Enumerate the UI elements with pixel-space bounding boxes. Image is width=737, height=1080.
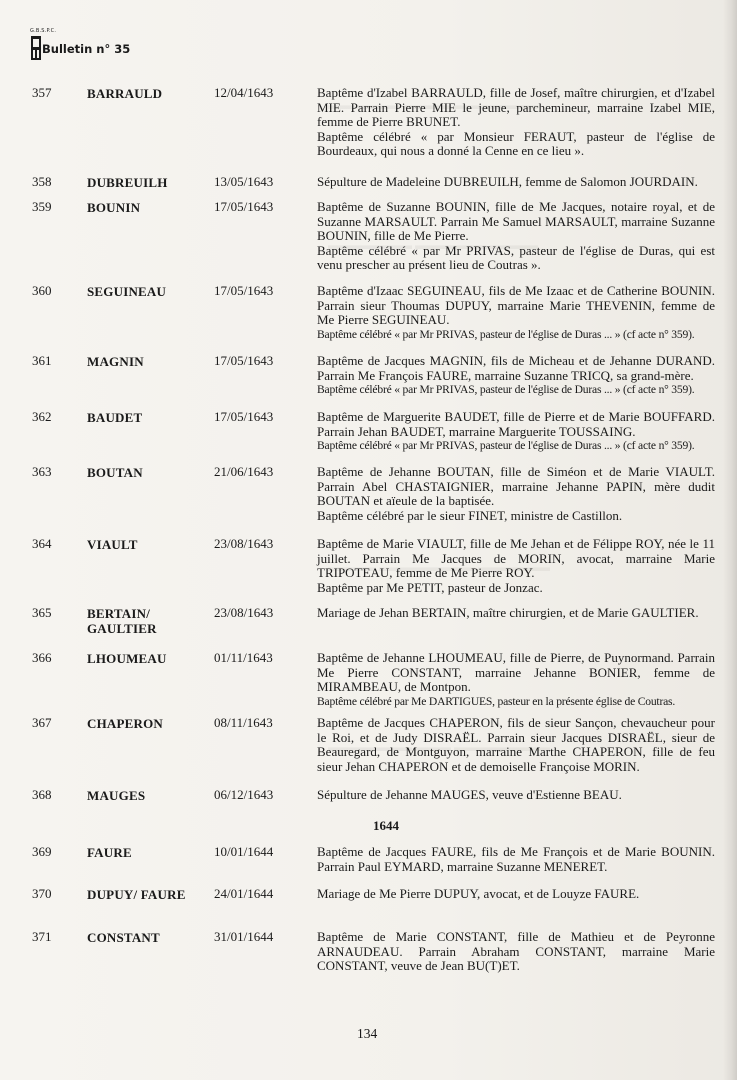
entry-paragraph: Baptême de Jacques CHAPERON, fils de sieur Sançon, chevaucheur pour le Roi, et de Judy DISRAËL. Parrain sieur Jacques DISRAËL, sieur de Beauregard, de Montguyon, marraine Marthe CHAPERON, fille de feu sieur Jehan CHAPERON et de demoiselle Françoise MORIN.	[317, 715, 715, 774]
entry-date: 24/01/1644	[214, 886, 274, 901]
entry-date: 21/06/1643	[214, 464, 274, 479]
entry-number: 364	[32, 536, 52, 551]
entry-description	[317, 788, 715, 803]
entry-paragraph: Baptême de Marie VIAULT, fille de Me Jehan et de Félippe ROY, née le 11 juillet. Parrain Me Jacques de MORIN, avocat, marraine Marie TRIPOTEAU, femme de Me Pierre ROY.	[317, 536, 715, 581]
entry-paragraph: Mariage de Me Pierre DUPUY, avocat, et de Louyze FAURE.	[317, 886, 640, 901]
entry-paragraph: Sépulture de Madeleine DUBREUILH, femme de Salomon JOURDAIN.	[317, 174, 698, 189]
entry-paragraph: Sépulture de Jehanne MAUGES, veuve d'Estienne BEAU.	[317, 787, 622, 802]
entry-description	[317, 465, 715, 523]
entry-number: 362	[32, 409, 52, 424]
bulletin-title: Bulletin n° 35	[42, 42, 131, 56]
entry-surname: SEGUINEAU	[87, 284, 167, 299]
entry-paragraph: Baptême célébré « par Mr PRIVAS, pasteur de l'église de Duras ... » (cf acte n° 359).	[317, 439, 695, 453]
entry-paragraph: Baptême célébré par Me DARTIGUES, pasteur en la présente église de Coutras.	[317, 694, 676, 708]
entry-paragraph: Baptême célébré « par Monsieur FERAUT, pasteur de l'église de Bourdeaux, qui nous a donné la Cenne en ce lieu ».	[317, 128, 715, 159]
entry-description	[317, 606, 715, 621]
entry-number: 361	[32, 353, 52, 368]
entry-date: 06/12/1643	[214, 787, 274, 802]
entry-surname: BAUDET	[87, 410, 143, 425]
entry-date: 17/05/1643	[214, 353, 274, 368]
entry-surname: LHOUMEAU	[87, 651, 167, 666]
entry-date: 23/08/1643	[214, 605, 274, 620]
entry-description	[317, 175, 715, 190]
entry-number: 365	[32, 605, 52, 620]
entry-description	[317, 284, 715, 342]
entry-number: 370	[32, 886, 52, 901]
entry-number: 367	[32, 715, 52, 730]
page-edge-shadow	[723, 0, 737, 1080]
entry-number: 369	[32, 844, 52, 859]
entry-surname: DUPUY/ FAURE	[87, 887, 186, 902]
entry-description	[317, 930, 715, 974]
entry-paragraph: Baptême de Marie CONSTANT, fille de Mathieu et de Peyronne ARNAUDEAU. Parrain Abraham CONSTANT, marraine Marie CONSTANT, veuve de Jean BU(T)ET.	[317, 929, 715, 974]
entry-description	[317, 651, 715, 709]
entry-number: 368	[32, 787, 52, 802]
entry-paragraph: Baptême de Jehanne LHOUMEAU, fille de Pierre, de Puynormand. Parrain Me Pierre CONSTANT, marraine Jehanne BONIER, femme de MIRAMBEAU, de Montpon.	[317, 650, 715, 695]
logo-caption: G.B.S.P.C.	[30, 28, 57, 34]
entry-surname: BERTAIN/ GAULTIER	[87, 606, 157, 636]
entry-description	[317, 200, 715, 273]
entry-description	[317, 845, 715, 874]
entry-number: 366	[32, 650, 52, 665]
entry-number: 357	[32, 85, 52, 100]
entry-paragraph: Baptême de Jehanne BOUTAN, fille de Siméon et de Marie VIAULT. Parrain Abel CHASTAIGNIER, marraine Jehanne PAPIN, mère dudit BOUTAN et aïeule de la baptisée.	[317, 464, 715, 509]
entry-date: 13/05/1643	[214, 174, 274, 189]
entry-date: 10/01/1644	[214, 844, 274, 859]
entry-description	[317, 716, 715, 774]
entry-surname: CHAPERON	[87, 716, 163, 731]
entry-date: 17/05/1643	[214, 199, 274, 214]
entry-date: 17/05/1643	[214, 283, 274, 298]
entry-paragraph: Baptême d'Izabel BARRAULD, fille de Josef, maître chirurgien, et d'Izabel MIE. Parrain Pierre MIE le jeune, parchemineur, marraine Izabel MIE, femme de Pierre BRUNET.	[317, 85, 715, 130]
entry-date: 12/04/1643	[214, 85, 274, 100]
entry-paragraph: Baptême de Suzanne BOUNIN, fille de Me Jacques, notaire royal, et de Suzanne MARSAULT. Parrain Me Samuel MARSAULT, marraine Suzanne BOUNIN, fille de Me Pierre.	[317, 199, 715, 244]
entry-paragraph: Baptême d'Izaac SEGUINEAU, fils de Me Izaac et de Catherine BOUNIN. Parrain sieur Thoumas DUPUY, marraine Marie THEVENIN, femme de Me Pierre SEGUINEAU.	[317, 283, 715, 328]
entry-date: 23/08/1643	[214, 536, 274, 551]
entry-paragraph: Baptême de Jacques MAGNIN, fils de Micheau et de Jehanne DURAND. Parrain Me François FAURE, marraine Suzanne TRICQ, sa grand-mère.	[317, 353, 715, 383]
entry-paragraph: Baptême par Me PETIT, pasteur de Jonzac.	[317, 579, 543, 595]
entry-date: 17/05/1643	[214, 409, 274, 424]
entry-paragraph: Baptême célébré « par Mr PRIVAS, pasteur de l'église de Duras ... » (cf acte n° 359).	[317, 327, 695, 341]
entry-description	[317, 887, 715, 902]
entry-description	[317, 354, 715, 398]
entry-surname: FAURE	[87, 845, 132, 860]
entry-paragraph: Baptême de Marguerite BAUDET, fille de Pierre et de Marie BOUFFARD. Parrain Jehan BAUDET, marraine Marguerite TOUSSAING.	[317, 409, 715, 439]
entry-surname: MAGNIN	[87, 354, 144, 369]
entry-number: 358	[32, 174, 52, 189]
entry-surname: BARRAULD	[87, 86, 163, 101]
entry-number: 363	[32, 464, 52, 479]
page-number: 134	[357, 1026, 378, 1041]
entry-surname: BOUTAN	[87, 465, 143, 480]
entry-surname: VIAULT	[87, 537, 138, 552]
entry-paragraph: Baptême célébré « par Mr PRIVAS, pasteur de l'église de Duras ... » (cf acte n° 359).	[317, 383, 695, 397]
entry-paragraph: Baptême célébré « par Mr PRIVAS, pasteur de l'église de Duras, qui est venu prescher au présent lieu de Coutras ».	[317, 242, 715, 273]
entry-paragraph: Baptême célébré par le sieur FINET, ministre de Castillon.	[317, 507, 623, 523]
entry-number: 360	[32, 283, 52, 298]
entry-surname: BOUNIN	[87, 200, 141, 215]
entry-surname: DUBREUILH	[87, 175, 168, 190]
entry-surname: CONSTANT	[87, 930, 160, 945]
entry-description	[317, 86, 715, 159]
entry-surname: MAUGES	[87, 788, 146, 803]
entry-date: 31/01/1644	[214, 929, 274, 944]
entry-description	[317, 410, 715, 454]
entry-description	[317, 537, 715, 595]
entry-date: 08/11/1643	[214, 715, 273, 730]
year-heading: 1644	[373, 818, 399, 833]
entry-paragraph: Baptême de Jacques FAURE, fils de Me François et de Marie BOUNIN. Parrain Paul EYMARD, marraine Suzanne MENERET.	[317, 844, 715, 874]
entry-number: 359	[32, 199, 52, 214]
entry-date: 01/11/1643	[214, 650, 273, 665]
entry-paragraph: Mariage de Jehan BERTAIN, maître chirurgien, et de Marie GAULTIER.	[317, 605, 699, 620]
entry-number: 371	[32, 929, 52, 944]
